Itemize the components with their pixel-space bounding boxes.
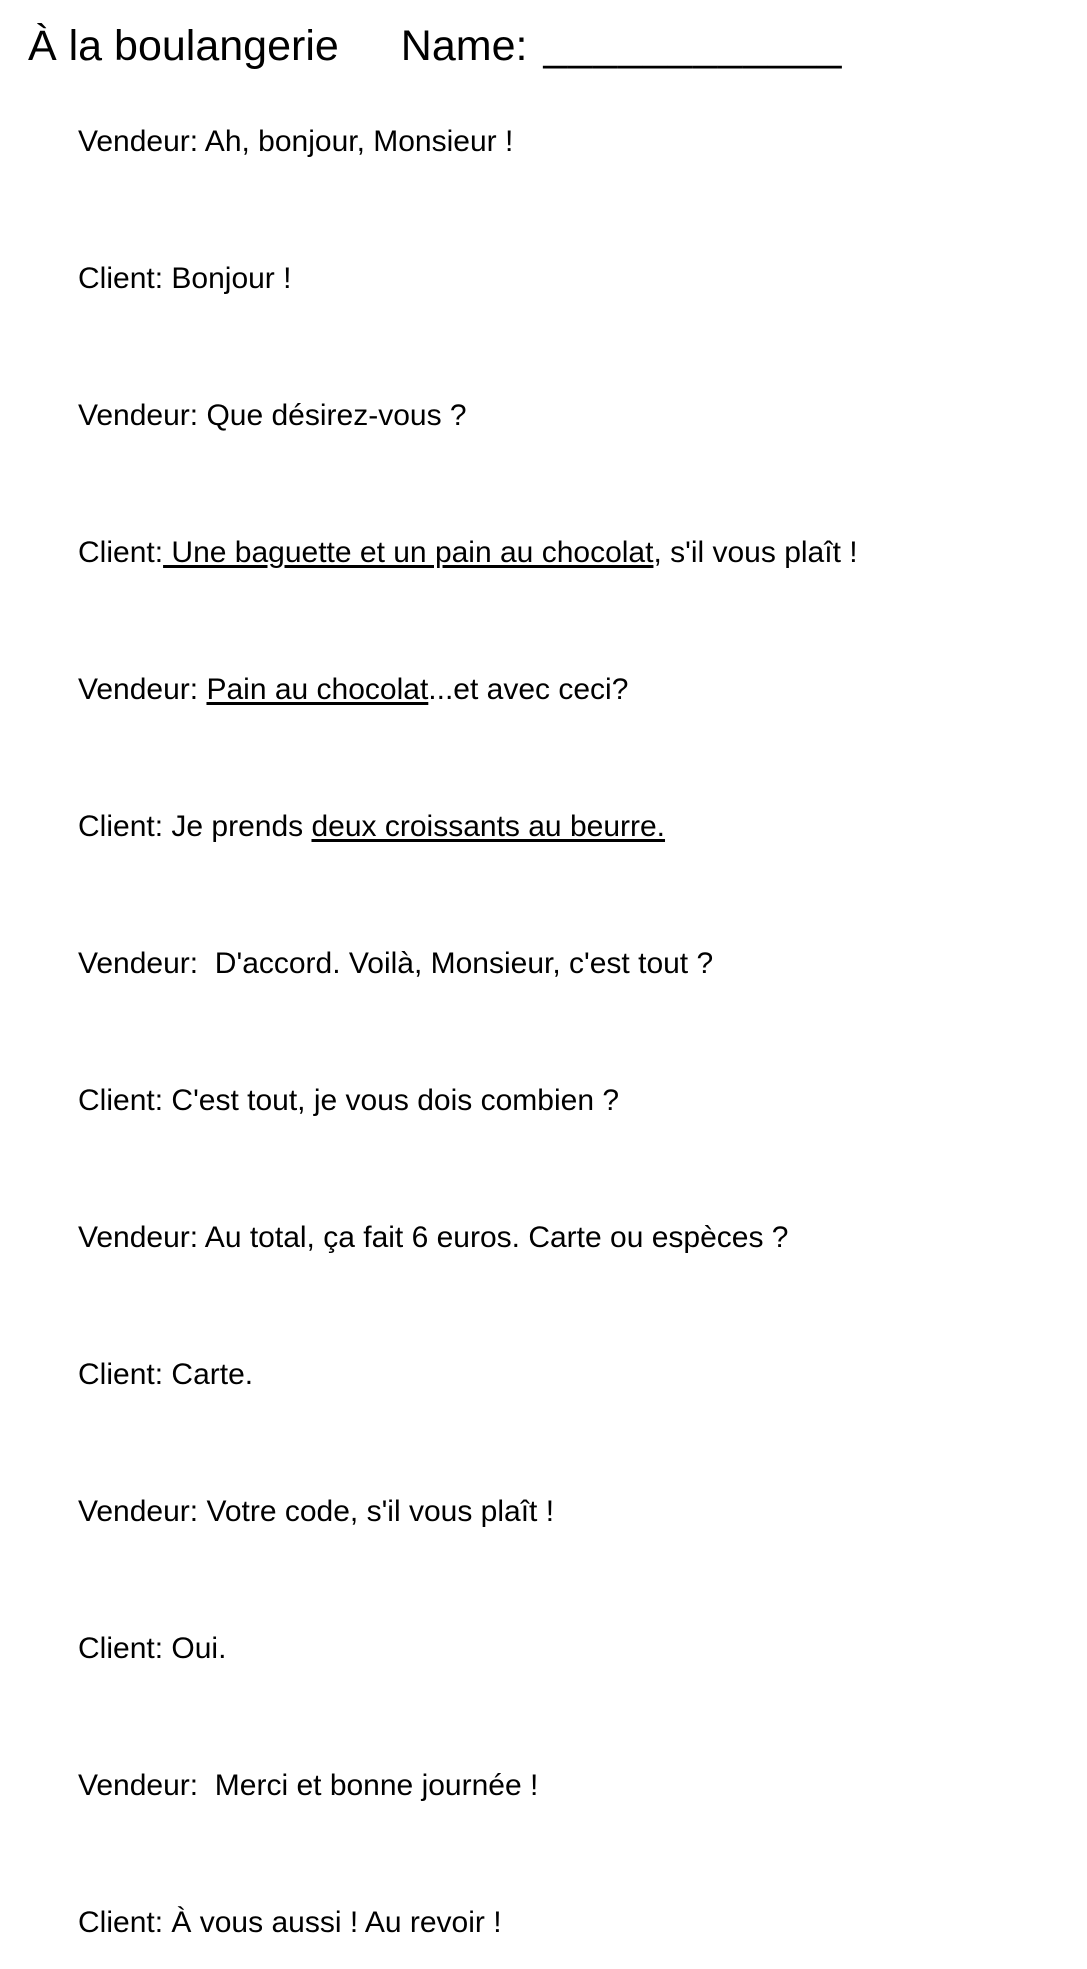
speaker-label: Vendeur: (78, 673, 199, 707)
dialogue-line (28, 97, 1087, 187)
line-text: Bonjour ! (163, 262, 292, 296)
line-text: Oui. (163, 1632, 227, 1666)
speaker-label: Vendeur: (78, 947, 199, 981)
dialogue-line (28, 371, 1087, 461)
underlined-answer: Pain au chocolat (206, 673, 429, 707)
speaker-label: Client: (78, 1632, 164, 1666)
dialogue-line (28, 508, 1087, 598)
name-blank-field[interactable]: ____________ (543, 22, 843, 70)
dialogue-line (28, 1467, 1087, 1557)
dialogue-line (28, 1330, 1087, 1420)
line-text: À vous aussi ! Au revoir ! (163, 1906, 502, 1940)
dialogue-line (28, 782, 1087, 872)
dialogue-line (28, 645, 1087, 735)
underlined-answer: Une baguette et un pain au chocolat (163, 536, 654, 570)
speaker-label: Client: (78, 262, 164, 296)
dialogue-line (28, 234, 1087, 324)
line-text: C'est tout, je vous dois combien ? (163, 1084, 620, 1118)
name-label: Name: (400, 22, 528, 70)
line-text: Votre code, s'il vous plaît ! (198, 1495, 555, 1529)
line-text-pre: Je prends (163, 810, 312, 844)
speaker-label: Vendeur: (78, 1495, 199, 1529)
line-text: Au total, ça fait 6 euros. Carte ou espèces ? (198, 1221, 789, 1255)
line-text: Merci et bonne journée ! (198, 1769, 539, 1803)
line-text: Ah, bonjour, Monsieur ! (198, 125, 514, 159)
dialogue-line (28, 1056, 1087, 1146)
line-text-post: ...et avec ceci? (428, 673, 629, 707)
dialogue-list (0, 71, 1087, 1968)
dialogue-line (28, 919, 1087, 1009)
speaker-label: Client: (78, 1084, 164, 1118)
speaker-label: Client: (78, 1906, 164, 1940)
dialogue-line (28, 1604, 1087, 1694)
speaker-label: Client: (78, 810, 164, 844)
speaker-label: Client: (78, 1358, 164, 1392)
speaker-label: Vendeur: (78, 399, 199, 433)
dialogue-line (28, 1878, 1087, 1968)
document-header (0, 0, 1087, 71)
speaker-label: Client: (78, 536, 164, 570)
line-text: D'accord. Voilà, Monsieur, c'est tout ? (198, 947, 714, 981)
line-text: Que désirez-vous ? (198, 399, 467, 433)
dialogue-line (28, 1193, 1087, 1283)
page-title: À la boulangerie (28, 22, 339, 70)
line-text: Carte. (163, 1358, 254, 1392)
underlined-answer: deux croissants au beurre. (311, 810, 666, 844)
speaker-label: Vendeur: (78, 1221, 199, 1255)
line-text-post: , s'il vous plaît ! (653, 536, 858, 570)
speaker-label: Vendeur: (78, 1769, 199, 1803)
dialogue-line (28, 1741, 1087, 1831)
speaker-label: Vendeur: (78, 125, 199, 159)
